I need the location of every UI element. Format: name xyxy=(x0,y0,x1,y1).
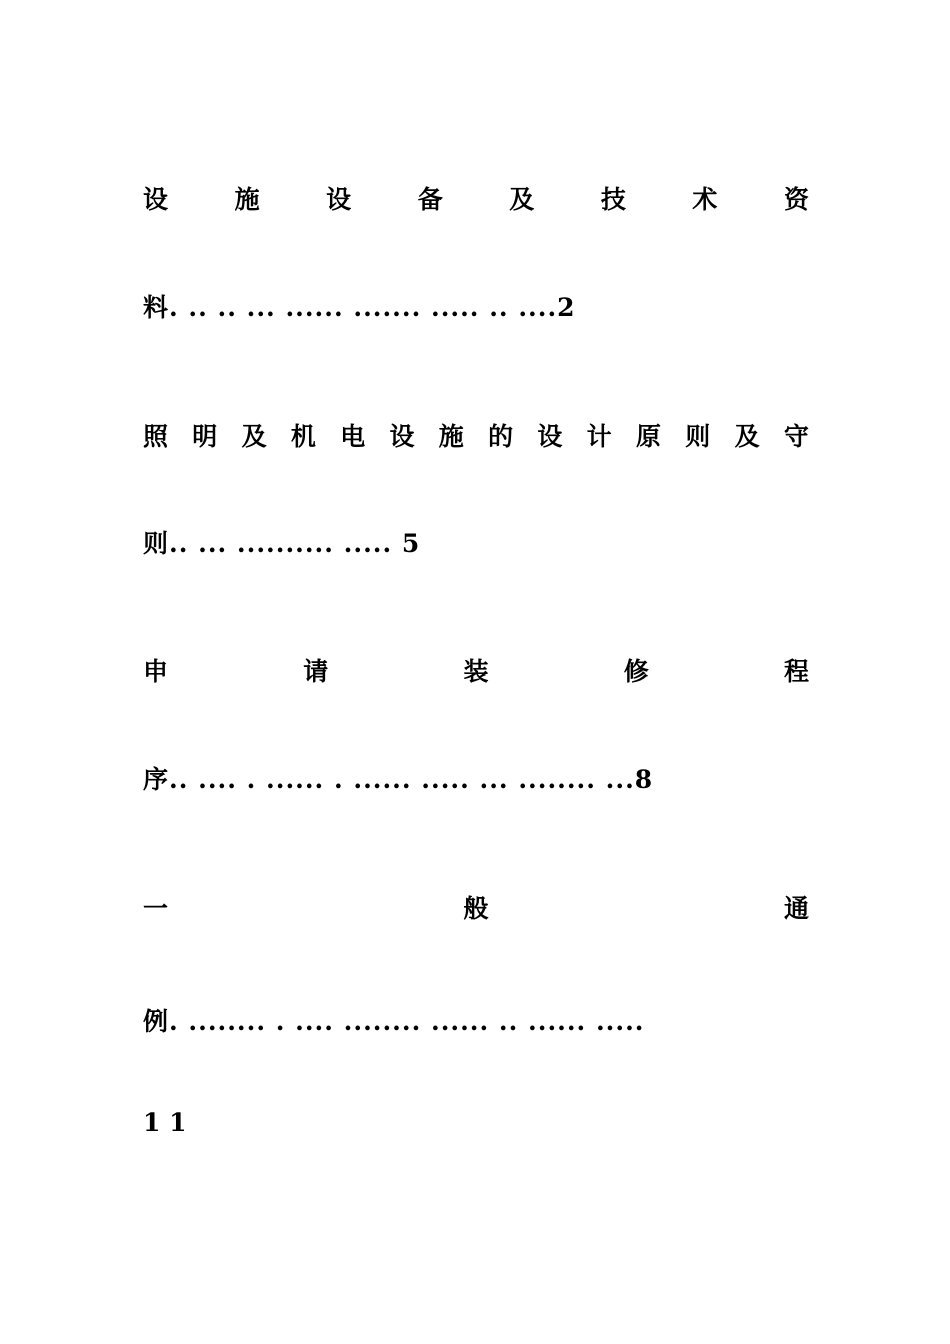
toc-char: 备 xyxy=(417,185,443,214)
toc-char: 电 xyxy=(340,422,366,451)
toc-char: 照 xyxy=(143,422,169,451)
toc-char: 机 xyxy=(290,422,316,451)
toc-entry-4-heading xyxy=(143,893,809,925)
toc-entry-3-heading xyxy=(143,656,809,688)
toc-entry-1-heading xyxy=(143,184,809,216)
toc-char: 装 xyxy=(463,657,489,686)
toc-char: 般 xyxy=(463,894,489,923)
toc-char: 技 xyxy=(600,185,626,214)
toc-char: 修 xyxy=(623,657,649,686)
toc-char: 申 xyxy=(143,657,169,686)
toc-char: 及 xyxy=(734,422,760,451)
toc-char: 术 xyxy=(692,185,718,214)
toc-entry-4-continuation: 例. ........ . .... ........ ...... .. ...... ..... xyxy=(143,1007,645,1036)
toc-char: 及 xyxy=(241,422,267,451)
toc-char: 的 xyxy=(488,422,514,451)
toc-char: 设 xyxy=(326,185,352,214)
toc-entry-3-continuation: 序.. .... . ...... . ...... ..... ... ........ ...8 xyxy=(143,765,654,794)
toc-char: 明 xyxy=(192,422,218,451)
toc-char: 设 xyxy=(143,185,169,214)
toc-entry-1-continuation: 料. .. .. ... ...... ....... ..... .. ....2 xyxy=(143,293,576,322)
toc-char: 一 xyxy=(143,894,169,923)
toc-entry-2-continuation: 则.. ... .......... ..... 5 xyxy=(143,529,421,558)
toc-entry-2-heading xyxy=(143,421,809,453)
toc-char: 资 xyxy=(783,185,809,214)
toc-char: 程 xyxy=(783,657,809,686)
toc-char: 施 xyxy=(234,185,260,214)
toc-char: 则 xyxy=(685,422,711,451)
toc-char: 计 xyxy=(586,422,612,451)
toc-entry-4-page-number: 1 1 xyxy=(143,1108,187,1137)
toc-char: 及 xyxy=(509,185,535,214)
toc-char: 守 xyxy=(783,422,809,451)
toc-char: 施 xyxy=(438,422,464,451)
toc-char: 请 xyxy=(303,657,329,686)
toc-char: 设 xyxy=(389,422,415,451)
toc-char: 原 xyxy=(635,422,661,451)
toc-char: 通 xyxy=(783,894,809,923)
toc-char: 设 xyxy=(537,422,563,451)
